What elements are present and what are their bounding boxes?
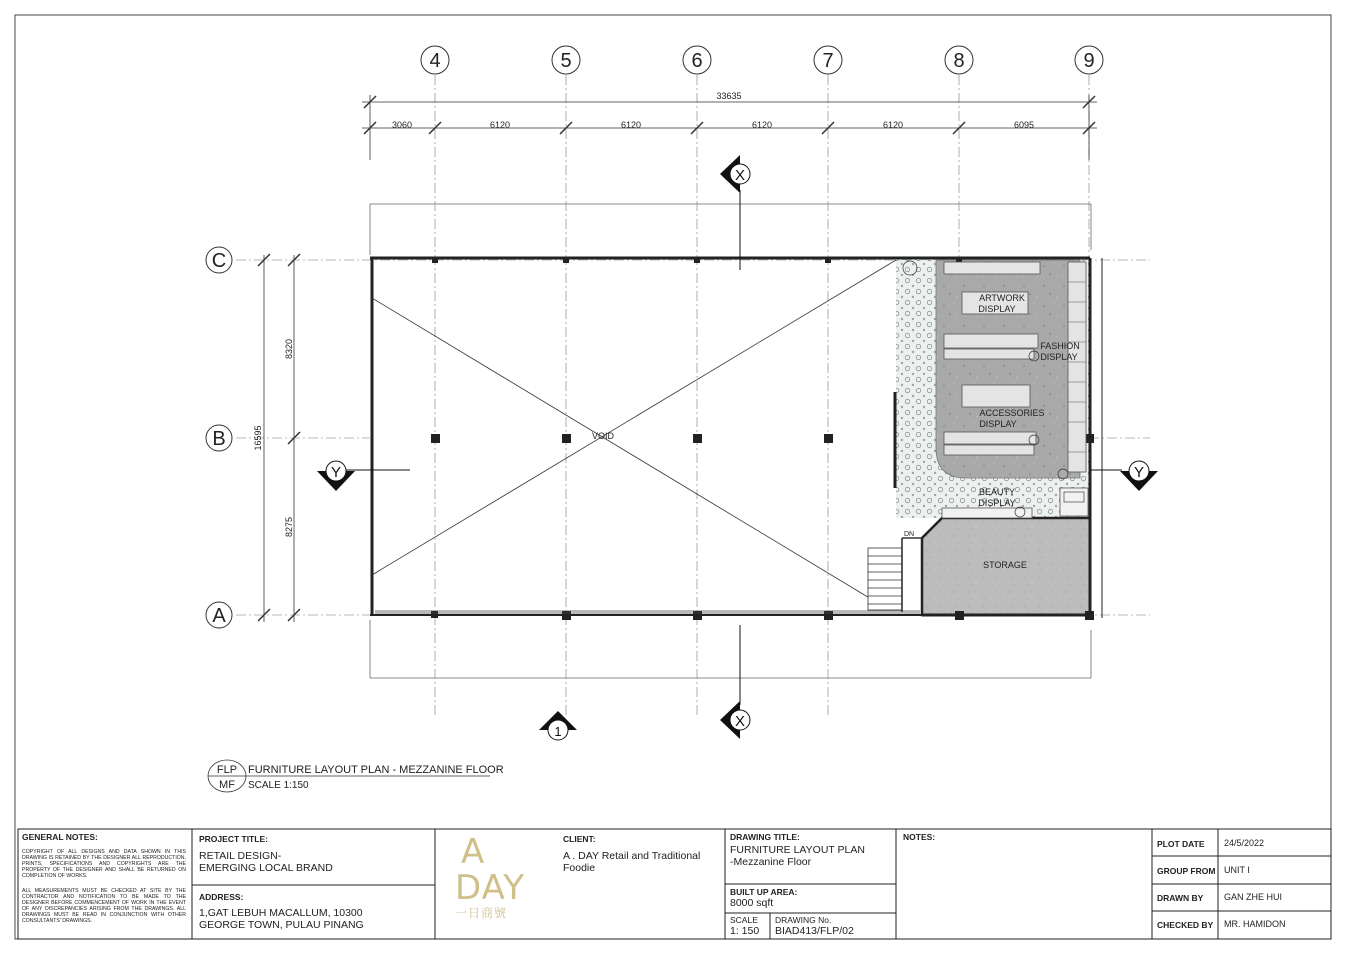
- dim-row-bay-2: 8275: [284, 516, 294, 538]
- dim-overall-depth: 16595: [253, 425, 263, 451]
- grid-label-9: 9: [1083, 50, 1095, 72]
- drawing-title-label: DRAWING TITLE:: [730, 832, 800, 842]
- project-title-line-2: EMERGING LOCAL BRAND: [199, 862, 333, 874]
- dim-bay-4: 6120: [751, 120, 773, 130]
- label-stair-dn: DN: [903, 531, 915, 538]
- logo-line-3: 一日商號: [455, 906, 508, 920]
- grid-label-6: 6: [691, 50, 703, 72]
- address-line-1: 1,GAT LEBUH MACALLUM, 10300: [199, 907, 363, 919]
- label-artwork-1: ARTWORK: [979, 293, 1025, 303]
- grid-label-a: A: [212, 605, 226, 627]
- drawing-no-label: DRAWING No.: [775, 915, 832, 925]
- group-from-label: GROUP FROM: [1157, 866, 1216, 876]
- label-fashion-1: FASHION: [1040, 341, 1080, 351]
- general-notes-label: GENERAL NOTES:: [22, 832, 98, 842]
- railing: [375, 611, 920, 613]
- scale-value: 1: 150: [730, 925, 760, 937]
- drawing-code-top: FLP: [216, 764, 238, 776]
- grid-label-8: 8: [953, 50, 965, 72]
- section-x-bottom-label: X: [734, 713, 746, 730]
- label-storage: STORAGE: [983, 560, 1027, 570]
- project-title-label: PROJECT TITLE:: [199, 834, 268, 844]
- dim-bay-2: 6120: [489, 120, 511, 130]
- brand-logo: [455, 834, 525, 920]
- client-line-2: Foodie: [563, 862, 596, 874]
- notes-panel: [903, 832, 1143, 932]
- dim-overall-width: 33635: [716, 91, 742, 101]
- drawing-title-line-1: FURNITURE LAYOUT PLAN: [730, 844, 865, 856]
- drawn-by-label: DRAWN BY: [1157, 893, 1204, 903]
- grid-label-5: 5: [560, 50, 572, 72]
- label-accessories-2: DISPLAY: [979, 419, 1017, 429]
- project-title-panel: [199, 833, 431, 883]
- checked-by-value: MR. HAMIDON: [1224, 919, 1286, 929]
- logo-line-1: A: [461, 832, 485, 872]
- project-title-line-1: RETAIL DESIGN-: [199, 850, 282, 862]
- plot-date-value: 24/5/2022: [1224, 838, 1265, 848]
- elevation-label: 1: [554, 724, 562, 739]
- label-accessories-1: ACCESSORIES: [979, 408, 1045, 418]
- dim-bay-5: 6120: [882, 120, 904, 130]
- dim-bay-1: 3060: [391, 120, 413, 130]
- address-label: ADDRESS:: [199, 892, 244, 902]
- dim-row-bay-1: 8320: [284, 338, 294, 360]
- revision-panel: [1152, 829, 1331, 939]
- label-artwork-2: DISPLAY: [978, 304, 1016, 314]
- built-up-value: 8000 sqft: [730, 897, 774, 909]
- address-panel: [199, 889, 431, 937]
- dim-bay-6: 6095: [1013, 120, 1035, 130]
- stair: [868, 538, 922, 612]
- top-dimensions: [362, 95, 1097, 160]
- plot-date-label: PLOT DATE: [1157, 839, 1205, 849]
- void-cross: [372, 260, 896, 608]
- drawing-label: [208, 760, 504, 792]
- label-beauty-1: BEAUTY: [978, 487, 1016, 497]
- label-beauty-2: DISPLAY: [978, 498, 1016, 508]
- drawing-title-panel: [730, 832, 894, 936]
- general-notes-text-2: ALL MEASUREMENTS MUST BE CHECKED AT SITE BY THE CONTRACTOR AND NOTIFICATION TO BE MADE TO THE DESIGNER BEFORE COMMENCEMENT OF WORK IN THE EVENT OF ANY DISCREPANCIES ARISING FROM THE DRAWINGS. ALL DRAWINGS MUST BE READ IN CONJUNCTION WITH OTHER CONSULTANTS' DRAWINGS.: [22, 888, 186, 924]
- drawing-label-title: FURNITURE LAYOUT PLAN - MEZZANINE FLOOR: [248, 764, 504, 776]
- scale-label: SCALE: [730, 915, 758, 925]
- section-y-left-label: Y: [330, 464, 342, 481]
- section-y-right-label: Y: [1133, 464, 1145, 481]
- grid-label-b: B: [212, 428, 226, 450]
- client-panel: [563, 833, 723, 933]
- drawn-by-value: GAN ZHE HUI: [1224, 892, 1283, 902]
- client-line-1: A . DAY Retail and Traditional: [563, 850, 701, 862]
- notes-label: NOTES:: [903, 832, 936, 842]
- label-fashion-2: DISPLAY: [1040, 352, 1078, 362]
- grid-label-7: 7: [822, 50, 834, 72]
- grid-label-4: 4: [429, 50, 441, 72]
- drawing-title-line-2: -Mezzanine Floor: [730, 856, 812, 868]
- general-notes-text-1: COPYRIGHT OF ALL DESIGNS AND DATA SHOWN IN THIS DRAWING IS RETAINED BY THE DESIGNER ALL REPRODUCTION, PRINTS, SPECIFICATIONS AND COPYRIGHTS ARE THE PROPERTY OF THE DESIGNER AND SHALL BE RETURNED ON COMPLETION OF WORKS.: [22, 849, 186, 879]
- section-x-top-label: X: [734, 167, 746, 184]
- drawing-no-value: BIAD413/FLP/02: [775, 925, 854, 937]
- address-line-2: GEORGE TOWN, PULAU PINANG: [199, 919, 364, 931]
- logo-line-2: DAY: [455, 868, 525, 908]
- built-up-label: BUILT UP AREA:: [730, 887, 798, 897]
- dim-bay-3: 6120: [620, 120, 642, 130]
- grid-label-c: C: [211, 250, 227, 272]
- group-from-value: UNIT I: [1224, 865, 1250, 875]
- drawing-code-bottom: MF: [219, 779, 235, 791]
- general-notes-panel: [22, 832, 188, 936]
- client-label: CLIENT:: [563, 834, 596, 844]
- label-void: VOID: [591, 431, 615, 441]
- checked-by-label: CHECKED BY: [1157, 920, 1214, 930]
- drawing-label-scale: SCALE 1:150: [248, 780, 309, 791]
